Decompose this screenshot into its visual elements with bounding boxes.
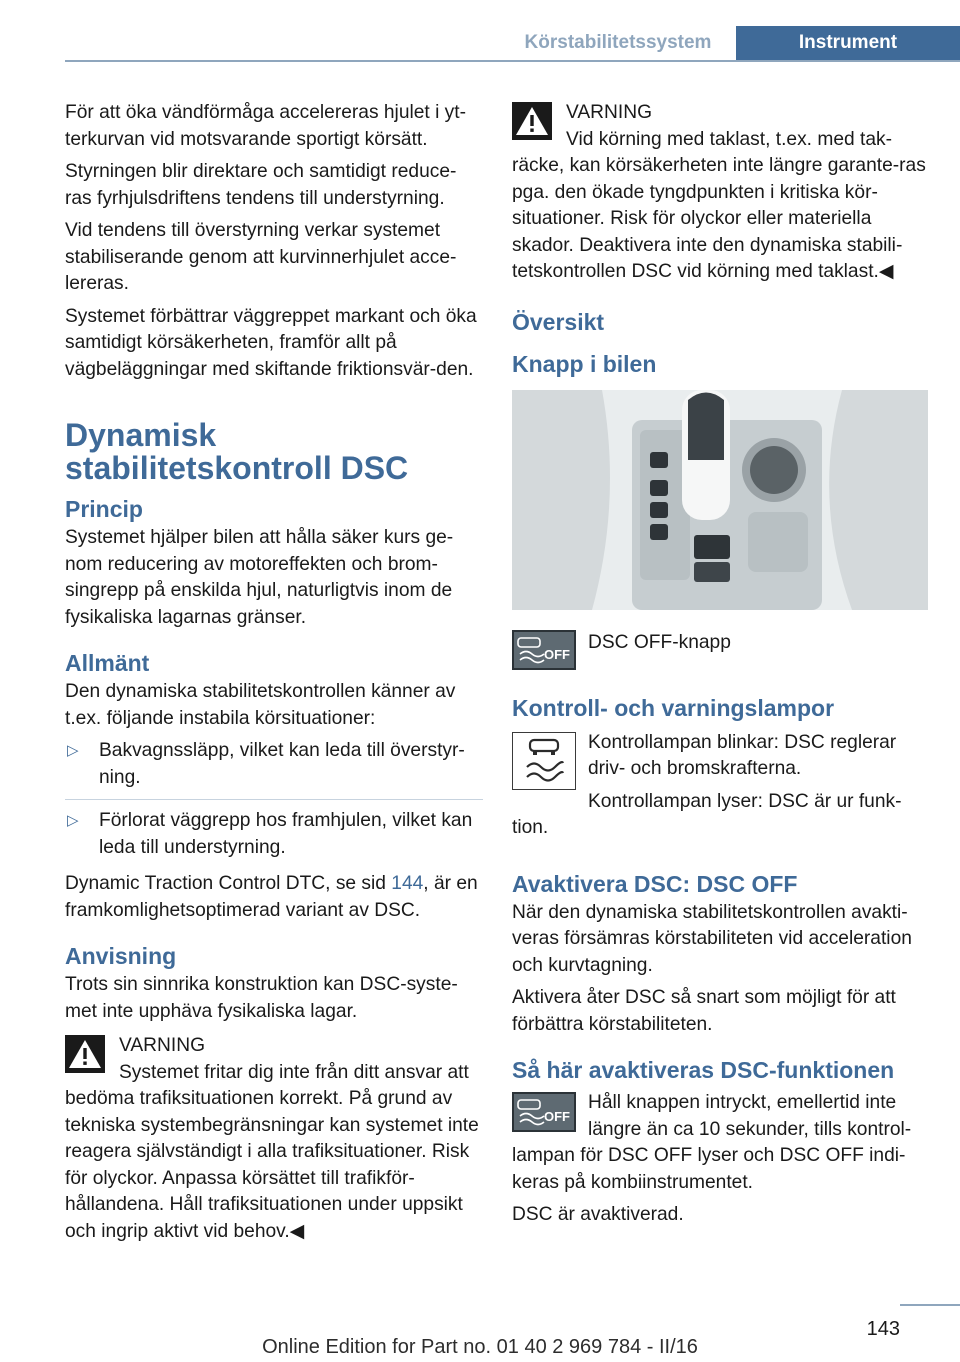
heading-knapp: Knapp i bilen [512, 350, 657, 377]
instability-list [65, 738, 483, 865]
lamp-lit-text: Kontrollampan lyser: DSC är ur funk-tion. [512, 790, 902, 838]
dtc-text-after: , är en framkomlighetsoptimerad variant av DSC. [65, 873, 478, 921]
heading-sahar: Så här avaktiveras DSC-funktionen [512, 1057, 895, 1083]
off-label: OFF [544, 646, 570, 662]
section-title: Dynamisk stabilitetskontroll DSC [65, 417, 409, 486]
center-console-image [512, 390, 928, 610]
intro-paragraph: För att öka vändförmåga accelereras hjulet i yt-terkurvan vid motsvarande sportigt körsätt. [65, 102, 466, 150]
right-column [512, 100, 930, 1235]
indicator-lamp-block [512, 730, 930, 848]
list-item-text: Bakvagnssläpp, vilket kan leda till överstyr-ning. [99, 740, 465, 788]
final-text: DSC är avaktiverad. [512, 1204, 684, 1225]
deactivate-instruction [512, 1090, 930, 1196]
bullet-triangle-icon: ▷ [67, 812, 79, 829]
warning-triangle-icon [65, 1035, 105, 1073]
heading-anvisning: Anvisning [65, 943, 177, 969]
page-number: 143 [866, 1318, 900, 1340]
list-item-text: Förlorat väggrepp hos framhjulen, vilket kan leda till understyrning. [99, 810, 473, 858]
edition-footer: Online Edition for Part no. 01 40 2 969 784 - II/16 [262, 1336, 698, 1358]
allmant-text: Den dynamiska stabilitetskontrollen känner av t.ex. följande instabila körsituationer: [65, 681, 456, 729]
left-column [65, 100, 483, 1251]
heading-princip: Princip [65, 496, 143, 522]
avaktivera-text: När den dynamiska stabilitetskontrollen avakti-veras försämras körstabiliteten vid acceleration och kurvtagning. [512, 901, 912, 976]
off-label: OFF [544, 1109, 570, 1124]
header-rule [65, 60, 960, 62]
list-item [65, 808, 483, 865]
dtc-text-before: Dynamic Traction Control DTC, se sid [65, 873, 392, 894]
heading-lampor: Kontroll- och varningslampor [512, 694, 835, 721]
anvisning-text: Trots sin sinnrika konstruktion kan DSC-syste-met inte upphäva fysikaliska lagar. [65, 974, 458, 1022]
warning-block [512, 100, 930, 286]
warning-triangle-icon [512, 102, 552, 140]
page-reference-link[interactable]: 144 [391, 873, 424, 894]
heading-oversikt: Översikt [512, 308, 605, 335]
intro-paragraph: Systemet förbättrar väggreppet markant och öka samtidigt körsäkerheten, framför allt på vägbeläggningar med skiftande friktionsvär-den. [65, 305, 477, 380]
heading-allmant: Allmänt [65, 650, 150, 676]
sahar-text: Håll knappen intryckt, emellertid inte längre än ca 10 sekunder, tills kontrol-lampan för DSC OFF lyser och DSC OFF indi-keras på kombiinstrumentet. [512, 1092, 912, 1193]
aktivera-text: Aktivera åter DSC så snart som möjligt för att förbättra körstabiliteten. [512, 987, 896, 1035]
dsc-indicator-lamp-icon [512, 732, 576, 790]
warning-label: VARNING [119, 1035, 205, 1056]
warning-text: Vid körning med taklast, t.ex. med tak-räcke, kan körsäkerheten inte längre garante-ras pga. den ökade tyngdpunkten i kritiska kör-situationer. Risk för olyckor eller materiella skador. Deaktivera inte den dynamiska stabili-tetskontrollen DSC vid körning med taklast.◀ [512, 128, 926, 282]
princip-text: Systemet hjälper bilen att hålla säker kurs ge-nom reducering av motoreffekten och brom-singrepp på enskilda hjul, naturligtvis inom de fysikaliska lagarnas gränser. [65, 527, 454, 628]
running-header-chapter: Instrument [736, 26, 960, 62]
dsc-off-button-icon [512, 630, 576, 670]
dsc-off-button-icon [512, 1092, 576, 1132]
intro-paragraph: Vid tendens till överstyrning verkar systemet stabiliserande genom att kurvinnerhjulet acce-lereras. [65, 220, 457, 294]
lamp-blink-text: Kontrollampan blinkar: DSC reglerar driv- och bromskrafterna. [588, 731, 897, 779]
button-caption: DSC OFF-knapp [588, 631, 731, 653]
dtc-paragraph [65, 871, 483, 924]
button-caption-row [512, 628, 930, 674]
warning-label: VARNING [566, 102, 652, 123]
warning-block [65, 1033, 483, 1245]
bullet-triangle-icon: ▷ [67, 742, 79, 759]
heading-avaktivera: Avaktivera DSC: DSC OFF [512, 870, 798, 897]
list-item [65, 738, 483, 800]
center-console-photo [512, 390, 928, 610]
running-header-section: Körstabilitetssystem [524, 32, 712, 53]
warning-text: Systemet fritar dig inte från ditt ansvar att bedöma trafiksituationen korrekt. På grund av tekniska systembegränsningar kan systemet inte reagera självständigt i alla trafiksituationer. Risk för olyckor. Anpassa körsättet till trafikför-hållandena. Håll trafiksituationen under uppsikt och ingrip aktivt vid behov.◀ [65, 1061, 479, 1242]
footer-rule [900, 1304, 960, 1306]
intro-paragraph: Styrningen blir direktare och samtidigt reduce-ras fyrhjulsdriftens tendens till understyrning. [65, 161, 457, 209]
